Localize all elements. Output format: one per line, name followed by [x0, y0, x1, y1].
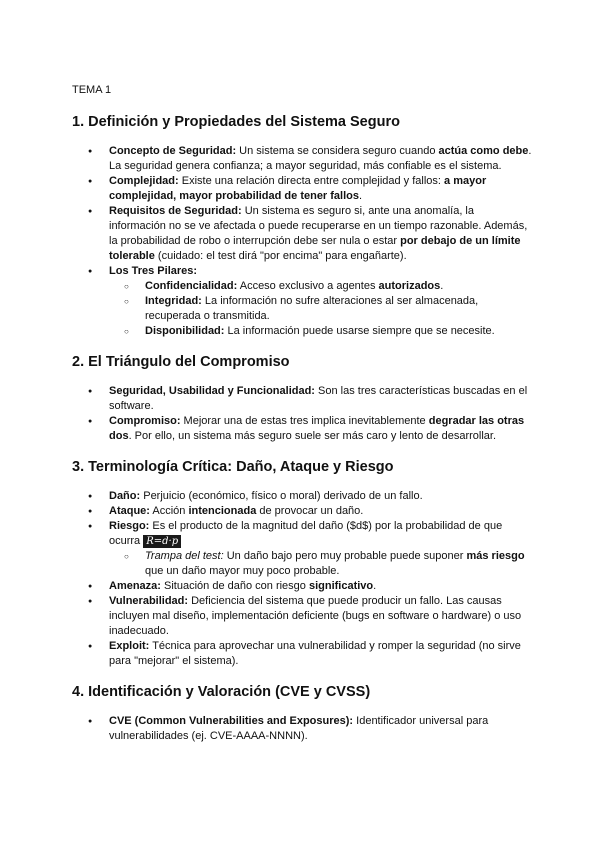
list-item: [72, 264, 532, 339]
emphasis: significativo: [308, 580, 374, 592]
list-item: [72, 594, 532, 639]
section-heading: 3. Terminología Crítica: Daño, Ataque y Riesgo: [72, 459, 394, 475]
emphasis: por debajo de un límite tolerable: [109, 235, 521, 262]
sub-item: [109, 549, 532, 579]
term: Amenaza:: [109, 580, 161, 592]
list-item: [72, 504, 532, 519]
list-item: [72, 489, 532, 504]
text: que un daño mayor muy poco probable.: [145, 565, 340, 577]
term: Riesgo:: [109, 520, 150, 532]
text: Situación de daño con riesgo: [160, 580, 309, 592]
text: Técnica para aprovechar una vulnerabilidad y romper la seguridad (no sirve para "mejorar" el sistema).: [109, 640, 521, 667]
emphasis: actúa como debe: [438, 145, 529, 157]
emphasis: degradar las otras dos: [109, 415, 525, 442]
list-item: [72, 414, 532, 444]
term: Disponibilidad:: [145, 325, 225, 337]
term: Integridad:: [145, 295, 202, 307]
text: Un daño bajo pero muy probable puede suponer: [223, 550, 467, 562]
sub-list: [109, 549, 532, 579]
term: Complejidad:: [109, 175, 179, 187]
text: . La seguridad genera confianza; a mayor seguridad, más confiable es el sistema.: [109, 145, 532, 172]
text: (cuidado: el test dirá "por encima" para engañarte).: [154, 250, 407, 262]
emphasis: intencionada: [188, 505, 257, 517]
list-item: [72, 144, 532, 174]
list-item: [72, 384, 532, 414]
sub-item: [109, 294, 532, 324]
risk-formula: R=d·p: [143, 535, 181, 548]
sub-item: [109, 324, 532, 339]
term: Confidencialidad:: [145, 280, 238, 292]
list-item: [72, 519, 532, 579]
text: Un sistema se considera seguro cuando: [236, 145, 439, 157]
section-heading: 4. Identificación y Valoración (CVE y CVSS): [72, 684, 371, 700]
list-item: [72, 174, 532, 204]
term: Exploit:: [109, 640, 150, 652]
term: CVE (Common Vulnerabilities and Exposures):: [109, 715, 354, 727]
text: .: [440, 280, 444, 292]
text: Un sistema es seguro si, ante una anomalía, la información no se ve afectada o puede recuperarse en un tiempo razonable. Además, la probabilidad de robo o interrupción debe ser nula o estar: [109, 205, 528, 247]
sub-item: [109, 279, 532, 294]
bullet-list: [72, 144, 532, 339]
term: Daño:: [109, 490, 141, 502]
section-4: [72, 683, 532, 744]
bullet-list: [72, 489, 532, 669]
term: Seguridad, Usabilidad y Funcionalidad:: [109, 385, 315, 397]
document-label: TEMA 1: [72, 84, 112, 96]
list-item: [72, 579, 532, 594]
text: . Por ello, un sistema más seguro suele ser más caro y lento de desarrollar.: [128, 430, 497, 442]
bullet-list: [72, 384, 532, 444]
text: La información puede usarse siempre que se necesite.: [224, 325, 495, 337]
text: de provocar un daño.: [256, 505, 364, 517]
term: Ataque:: [109, 505, 150, 517]
section-2: [72, 353, 532, 444]
section-heading: 1. Definición y Propiedades del Sistema Seguro: [72, 114, 400, 130]
section-3: [72, 458, 532, 669]
term: Compromiso:: [109, 415, 181, 427]
italic-term: Trampa del test:: [145, 550, 224, 562]
document-content: [72, 84, 532, 758]
list-item: [72, 204, 532, 264]
text: Deficiencia del sistema que puede producir un fallo. Las causas incluyen mal diseño, implementación deficiente (bugs en software o hardware) o uso inadecuado.: [109, 595, 522, 637]
text: Identificador universal para vulnerabilidades (ej. CVE-AAAA-NNNN).: [109, 715, 489, 742]
text: Mejorar una de estas tres implica inevitablemente: [180, 415, 429, 427]
text: Acceso exclusivo a agentes: [237, 280, 379, 292]
bullet-list: [72, 714, 532, 744]
list-item: [72, 714, 532, 744]
text: Son las tres características buscadas en el software.: [109, 385, 528, 412]
section-heading: 2. El Triángulo del Compromiso: [72, 354, 290, 370]
section-1: [72, 113, 532, 339]
term: Concepto de Seguridad:: [109, 145, 237, 157]
text: Acción: [149, 505, 189, 517]
term: Requisitos de Seguridad:: [109, 205, 242, 217]
emphasis: a mayor complejidad, mayor probabilidad de tener fallos: [109, 175, 487, 202]
text: Es el producto de la magnitud del daño ($d$) por la probabilidad de que ocurra: [109, 520, 503, 547]
sub-list: [109, 279, 532, 339]
emphasis: más riesgo: [466, 550, 525, 562]
text: Existe una relación directa entre complejidad y fallos:: [178, 175, 445, 187]
emphasis: autorizados: [378, 280, 441, 292]
term: Los Tres Pilares:: [109, 265, 198, 277]
text: .: [373, 580, 377, 592]
text: Perjuicio (económico, físico o moral) derivado de un fallo.: [140, 490, 423, 502]
text: .: [359, 190, 363, 202]
term: Vulnerabilidad:: [109, 595, 189, 607]
text: La información no sufre alteraciones al ser almacenada, recuperada o transmitida.: [145, 295, 479, 322]
list-item: [72, 639, 532, 669]
